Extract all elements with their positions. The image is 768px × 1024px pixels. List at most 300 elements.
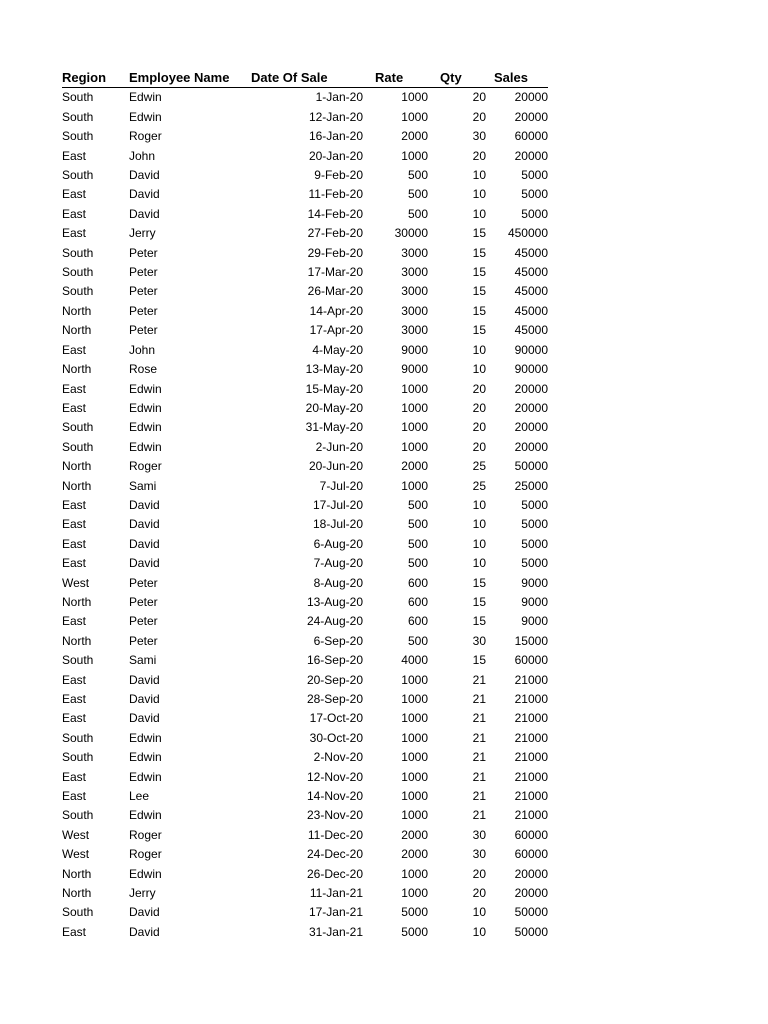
cell-employee-name: David [129,517,160,532]
header-rate: Rate [363,68,428,88]
cell-rate: 1000 [401,866,428,881]
cell-rate: 5000 [401,924,428,939]
cell-region: South [62,168,94,183]
cell-sales: 15000 [514,633,548,648]
table-row [62,282,548,301]
cell-date-of-sale: 18-Jul-20 [312,517,363,532]
cell-employee-name: Lee [129,789,150,804]
table-body [62,88,548,942]
cell-date-of-sale: 20-May-20 [305,400,363,415]
cell-date-of-sale: 8-Aug-20 [313,575,363,590]
cell-region: North [62,362,92,377]
cell-qty: 25 [472,478,486,493]
cell-employee-name: David [129,497,160,512]
cell-qty: 10 [472,905,486,920]
cell-employee-name: David [129,692,160,706]
cell-region: South [62,750,94,765]
cell-sales: 5000 [521,517,548,532]
cell-qty: 15 [472,245,486,260]
cell-sales: 20000 [514,381,548,396]
table-row [62,535,548,554]
cell-date-of-sale: 26-Mar-20 [307,284,363,299]
cell-rate: 1000 [401,381,428,396]
cell-employee-name: Peter [129,594,158,609]
header-employee-name: Employee Name [129,68,239,88]
cell-employee-name: Peter [129,265,158,280]
cell-region: East [62,692,87,706]
cell-employee-name: David [129,924,160,939]
cell-region: North [62,303,92,318]
cell-sales: 50000 [514,459,548,474]
cell-rate: 1000 [401,789,428,804]
cell-region: North [62,886,92,901]
cell-region: South [62,109,94,124]
header-qty: Qty [428,68,486,88]
cell-employee-name: David [129,556,160,571]
cell-rate: 600 [407,614,428,629]
table-row [62,690,548,709]
cell-region: East [62,226,87,241]
cell-region: North [62,866,92,881]
cell-sales: 5000 [521,168,548,183]
table-row [62,515,548,534]
cell-rate: 500 [407,556,428,571]
cell-employee-name: Roger [129,129,162,144]
table-row [62,768,548,787]
cell-employee-name: Roger [129,847,162,862]
cell-sales: 20000 [514,439,548,454]
cell-date-of-sale: 4-May-20 [312,342,363,357]
cell-qty: 10 [472,168,486,183]
cell-date-of-sale: 31-Jan-21 [308,924,363,939]
cell-date-of-sale: 17-Jan-21 [308,905,363,920]
cell-qty: 15 [472,284,486,299]
cell-rate: 1000 [401,90,428,105]
cell-date-of-sale: 9-Feb-20 [314,168,363,183]
cell-rate: 1000 [401,886,428,901]
cell-date-of-sale: 24-Aug-20 [306,614,363,629]
cell-rate: 2000 [401,129,428,144]
header-region: Region [62,68,129,88]
cell-qty: 25 [472,459,486,474]
table-row [62,263,548,282]
cell-qty: 10 [472,187,486,202]
table-row [62,457,548,476]
cell-qty: 10 [472,206,486,221]
table-row [62,612,548,631]
cell-sales: 450000 [507,226,548,241]
cell-employee-name: Peter [129,284,158,299]
table-row [62,302,548,321]
table-row [62,438,548,457]
cell-rate: 1000 [401,400,428,415]
cell-qty: 30 [472,633,486,648]
cell-date-of-sale: 7-Aug-20 [313,556,363,571]
cell-date-of-sale: 20-Jun-20 [308,459,363,474]
table-row [62,496,548,515]
cell-sales: 45000 [514,303,548,318]
table-row [62,709,548,728]
cell-sales: 45000 [514,323,548,338]
cell-qty: 15 [472,303,486,318]
cell-qty: 10 [472,362,486,377]
cell-date-of-sale: 30-Oct-20 [309,730,363,745]
cell-qty: 21 [472,808,486,823]
cell-sales: 20000 [514,400,548,415]
cell-qty: 20 [472,439,486,454]
cell-sales: 9000 [521,594,548,609]
cell-employee-name: Peter [129,614,158,629]
cell-date-of-sale: 6-Sep-20 [313,633,363,648]
cell-qty: 20 [472,148,486,163]
cell-region: East [62,789,87,804]
cell-qty: 30 [472,129,486,144]
cell-sales: 60000 [514,847,548,862]
cell-qty: 20 [472,420,486,435]
table-row [62,865,548,884]
cell-employee-name: Sami [129,653,157,668]
cell-sales: 5000 [521,497,548,512]
cell-region: West [62,847,90,862]
cell-rate: 5000 [401,905,428,920]
cell-sales: 90000 [514,342,548,357]
cell-qty: 20 [472,400,486,415]
cell-employee-name: Peter [129,303,158,318]
cell-employee-name: Edwin [129,439,162,454]
sales-sheet [62,68,548,942]
cell-qty: 20 [472,381,486,396]
cell-date-of-sale: 14-Nov-20 [306,789,363,804]
cell-sales: 21000 [514,730,548,745]
cell-region: East [62,187,87,202]
cell-region: West [62,827,90,842]
cell-employee-name: Rose [129,362,158,377]
table-row [62,127,548,146]
cell-sales: 60000 [514,827,548,842]
cell-employee-name: David [129,905,160,920]
cell-region: East [62,556,87,571]
cell-employee-name: John [129,342,156,357]
cell-sales: 21000 [514,692,548,706]
cell-rate: 1000 [401,808,428,823]
cell-sales: 5000 [521,536,548,551]
cell-date-of-sale: 26-Dec-20 [306,866,363,881]
cell-date-of-sale: 16-Sep-20 [306,653,363,668]
cell-employee-name: Jerry [129,226,156,241]
cell-sales: 20000 [514,866,548,881]
cell-date-of-sale: 2-Nov-20 [313,750,363,765]
table-row [62,477,548,496]
cell-employee-name: Edwin [129,866,162,881]
cell-qty: 21 [472,750,486,765]
cell-date-of-sale: 28-Sep-20 [306,692,363,706]
cell-qty: 21 [472,789,486,804]
cell-qty: 10 [472,556,486,571]
cell-qty: 21 [472,711,486,726]
cell-region: East [62,711,87,726]
cell-region: South [62,808,94,823]
cell-rate: 3000 [401,284,428,299]
cell-rate: 3000 [401,303,428,318]
cell-rate: 600 [407,575,428,590]
cell-region: East [62,769,87,784]
cell-rate: 1000 [401,109,428,124]
cell-employee-name: Edwin [129,420,162,435]
cell-date-of-sale: 27-Feb-20 [307,226,363,241]
table-row [62,205,548,224]
table-row [62,826,548,845]
cell-employee-name: Edwin [129,109,162,124]
cell-rate: 4000 [401,653,428,668]
cell-sales: 50000 [514,924,548,939]
table-row [62,224,548,243]
cell-date-of-sale: 20-Jan-20 [308,148,363,163]
cell-rate: 1000 [401,750,428,765]
cell-rate: 500 [407,633,428,648]
cell-qty: 10 [472,517,486,532]
cell-qty: 30 [472,847,486,862]
cell-employee-name: Edwin [129,381,162,396]
cell-date-of-sale: 2-Jun-20 [315,439,363,454]
cell-employee-name: Edwin [129,730,162,745]
cell-rate: 1000 [401,730,428,745]
sales-table [62,68,548,942]
table-row [62,651,548,670]
table-row [62,341,548,360]
cell-region: East [62,614,87,629]
cell-region: South [62,653,94,668]
cell-sales: 50000 [514,905,548,920]
cell-employee-name: Roger [129,459,162,474]
cell-sales: 21000 [514,789,548,804]
cell-qty: 10 [472,536,486,551]
cell-region: East [62,672,87,687]
cell-region: East [62,517,87,532]
cell-date-of-sale: 24-Dec-20 [306,847,363,862]
cell-sales: 90000 [514,362,548,377]
cell-region: North [62,594,92,609]
cell-qty: 10 [472,342,486,357]
table-row [62,380,548,399]
cell-sales: 9000 [521,575,548,590]
cell-qty: 20 [472,109,486,124]
cell-region: South [62,129,94,144]
cell-employee-name: Peter [129,575,158,590]
cell-rate: 1000 [401,672,428,687]
cell-employee-name: Edwin [129,400,162,415]
cell-region: East [62,206,87,221]
cell-rate: 500 [407,187,428,202]
table-row [62,903,548,922]
cell-employee-name: David [129,672,160,687]
cell-employee-name: Peter [129,245,158,260]
cell-qty: 10 [472,924,486,939]
cell-region: South [62,265,94,280]
cell-qty: 10 [472,497,486,512]
cell-rate: 2000 [401,827,428,842]
cell-employee-name: Sami [129,478,157,493]
cell-qty: 15 [472,265,486,280]
cell-rate: 1000 [401,439,428,454]
cell-region: South [62,439,94,454]
cell-sales: 21000 [514,711,548,726]
cell-sales: 25000 [514,478,548,493]
cell-qty: 21 [472,769,486,784]
table-row [62,729,548,748]
cell-sales: 20000 [514,420,548,435]
cell-region: East [62,381,87,396]
cell-employee-name: Roger [129,827,162,842]
cell-qty: 21 [472,730,486,745]
table-row [62,671,548,690]
cell-rate: 9000 [401,342,428,357]
cell-date-of-sale: 11-Jan-21 [309,886,363,901]
cell-rate: 500 [407,168,428,183]
cell-date-of-sale: 17-Mar-20 [307,265,363,280]
cell-sales: 21000 [514,769,548,784]
cell-qty: 21 [472,692,486,706]
cell-region: South [62,245,94,260]
table-row [62,806,548,825]
cell-date-of-sale: 17-Jul-20 [312,497,363,512]
cell-rate: 3000 [401,245,428,260]
cell-sales: 21000 [514,808,548,823]
table-row [62,574,548,593]
table-row [62,593,548,612]
cell-date-of-sale: 29-Feb-20 [307,245,363,260]
cell-employee-name: Edwin [129,90,162,105]
cell-sales: 20000 [514,90,548,105]
cell-qty: 15 [472,614,486,629]
table-row [62,244,548,263]
cell-region: North [62,478,92,493]
cell-region: North [62,633,92,648]
cell-rate: 3000 [401,323,428,338]
table-row [62,787,548,806]
cell-rate: 500 [407,517,428,532]
cell-date-of-sale: 15-May-20 [305,381,363,396]
cell-qty: 15 [472,653,486,668]
cell-qty: 21 [472,672,486,687]
cell-region: East [62,536,87,551]
cell-date-of-sale: 20-Sep-20 [306,672,363,687]
cell-date-of-sale: 6-Aug-20 [313,536,363,551]
cell-region: South [62,90,94,105]
header-row [62,68,548,88]
cell-date-of-sale: 7-Jul-20 [319,478,363,493]
cell-employee-name: Edwin [129,769,162,784]
cell-date-of-sale: 12-Jan-20 [308,109,363,124]
cell-rate: 2000 [401,847,428,862]
cell-qty: 30 [472,827,486,842]
cell-region: South [62,905,94,920]
table-row [62,923,548,942]
cell-region: East [62,400,87,415]
cell-qty: 20 [472,866,486,881]
cell-rate: 3000 [401,265,428,280]
cell-date-of-sale: 17-Apr-20 [309,323,363,338]
cell-sales: 20000 [514,148,548,163]
cell-date-of-sale: 23-Nov-20 [306,808,363,823]
cell-sales: 5000 [521,206,548,221]
table-row [62,108,548,127]
table-row [62,748,548,767]
cell-qty: 20 [472,886,486,901]
cell-rate: 2000 [401,459,428,474]
table-row [62,845,548,864]
cell-date-of-sale: 11-Dec-20 [307,827,363,842]
cell-rate: 1000 [401,420,428,435]
cell-date-of-sale: 1-Jan-20 [315,90,363,105]
cell-qty: 15 [472,226,486,241]
header-date-of-sale: Date Of Sale [239,68,363,88]
cell-employee-name: Peter [129,633,158,648]
cell-sales: 21000 [514,672,548,687]
cell-employee-name: David [129,168,160,183]
cell-date-of-sale: 14-Apr-20 [309,303,363,318]
cell-sales: 9000 [521,614,548,629]
cell-employee-name: David [129,711,160,726]
header-sales: Sales [486,68,548,88]
cell-sales: 45000 [514,245,548,260]
table-row [62,321,548,340]
cell-region: East [62,148,87,163]
cell-employee-name: John [129,148,156,163]
cell-region: West [62,575,90,590]
cell-rate: 500 [407,206,428,221]
cell-qty: 15 [472,594,486,609]
cell-region: South [62,730,94,745]
cell-region: South [62,284,94,299]
cell-date-of-sale: 12-Nov-20 [306,769,363,784]
cell-employee-name: Edwin [129,750,162,765]
table-row [62,632,548,651]
cell-employee-name: Peter [129,323,158,338]
table-row [62,147,548,166]
table-row [62,88,548,108]
cell-sales: 60000 [514,653,548,668]
cell-sales: 20000 [514,109,548,124]
cell-sales: 21000 [514,750,548,765]
cell-employee-name: David [129,187,160,202]
cell-region: South [62,420,94,435]
table-row [62,554,548,573]
cell-date-of-sale: 31-May-20 [305,420,363,435]
cell-sales: 45000 [514,265,548,280]
cell-region: East [62,924,87,939]
cell-date-of-sale: 17-Oct-20 [309,711,363,726]
cell-date-of-sale: 16-Jan-20 [308,129,363,144]
cell-rate: 1000 [401,769,428,784]
cell-rate: 1000 [401,148,428,163]
cell-sales: 45000 [514,284,548,299]
cell-qty: 15 [472,575,486,590]
table-row [62,399,548,418]
cell-rate: 500 [407,536,428,551]
cell-date-of-sale: 11-Feb-20 [308,187,363,202]
table-row [62,166,548,185]
cell-rate: 9000 [401,362,428,377]
cell-employee-name: Jerry [129,886,156,901]
cell-rate: 1000 [401,711,428,726]
cell-rate: 1000 [401,692,428,706]
table-row [62,360,548,379]
cell-sales: 60000 [514,129,548,144]
cell-rate: 600 [407,594,428,609]
cell-date-of-sale: 14-Feb-20 [307,206,363,221]
cell-sales: 5000 [521,187,548,202]
cell-region: North [62,459,92,474]
